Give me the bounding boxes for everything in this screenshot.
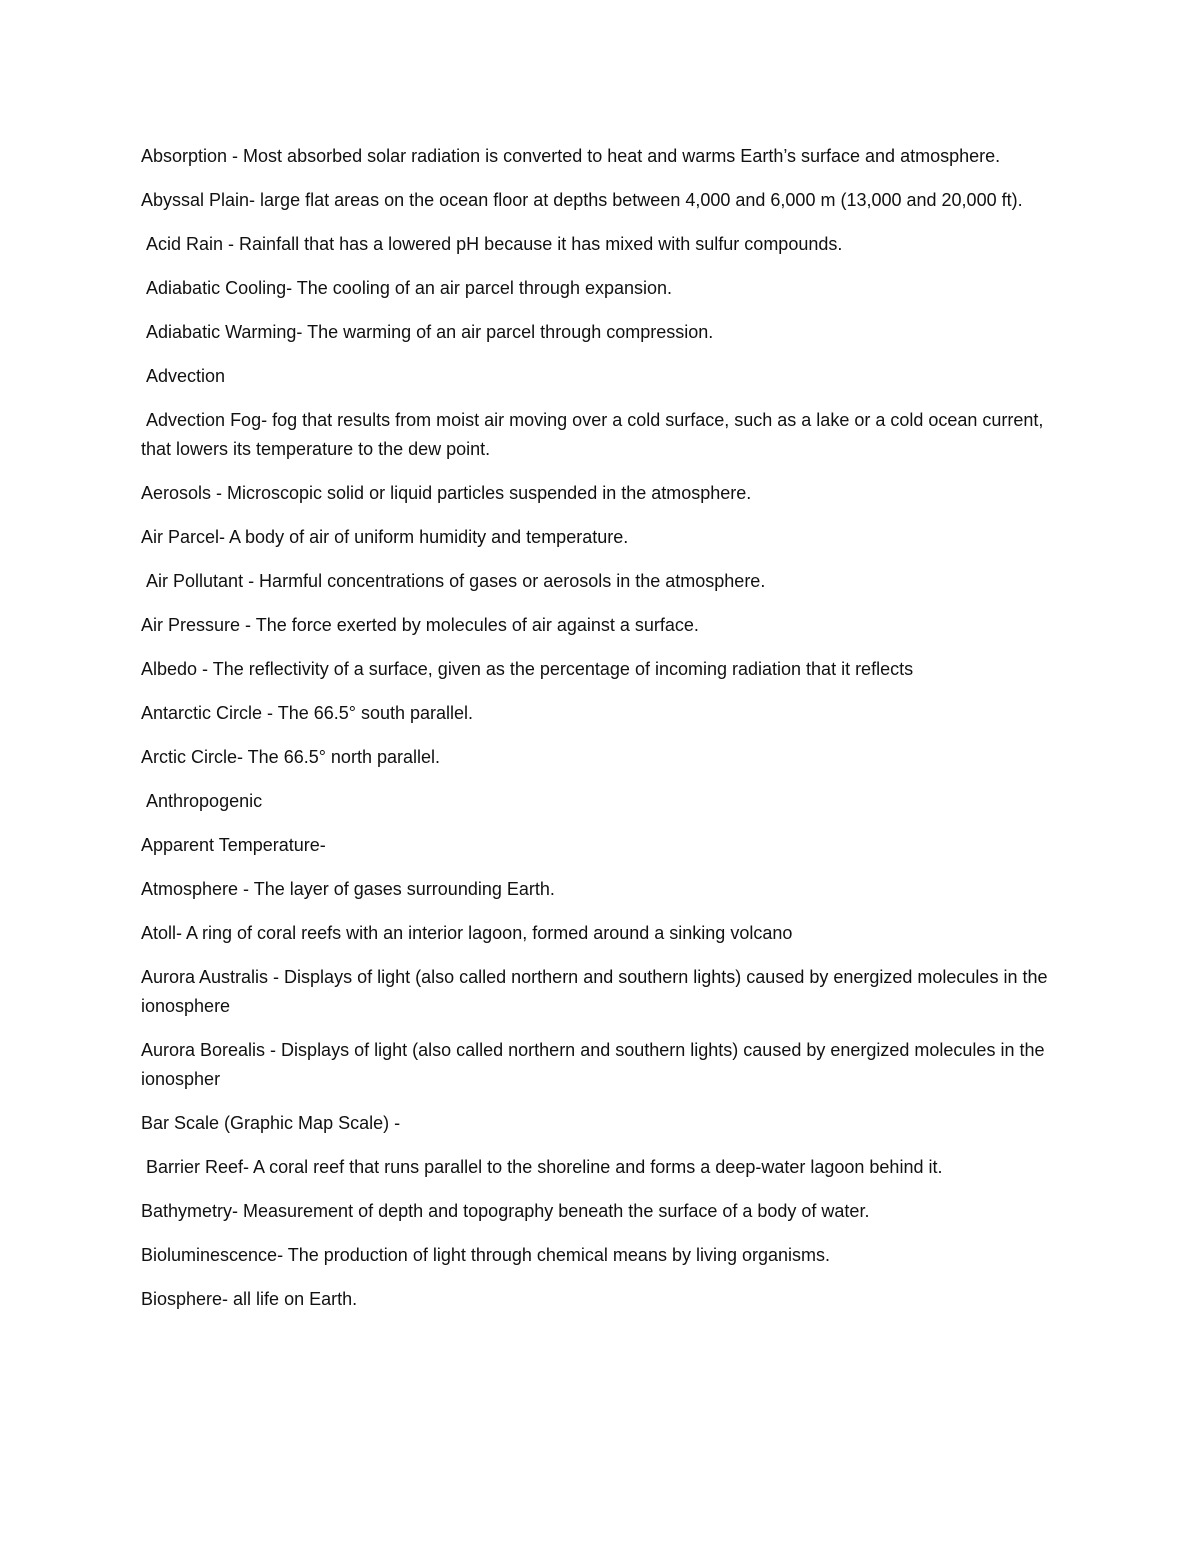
glossary-entry: Adiabatic Cooling- The cooling of an air parcel through expansion. [146, 278, 673, 298]
glossary-entry: Bioluminescence- The production of light through chemical means by living organisms. [141, 1245, 831, 1265]
glossary-entry: Atmosphere - The layer of gases surrounding Earth. [141, 879, 555, 899]
glossary-entry: Adiabatic Warming- The warming of an air parcel through compression. [146, 322, 714, 342]
glossary-entry: Aurora Borealis - Displays of light (also called northern and southern lights) caused by energized molecules in the ionospher [141, 1040, 1045, 1089]
glossary-entry: Absorption - Most absorbed solar radiation is converted to heat and warms Earth’s surface and atmosphere. [141, 146, 1001, 166]
glossary-entry: Air Pollutant - Harmful concentrations of gases or aerosols in the atmosphere. [146, 571, 766, 591]
glossary-entry: Barrier Reef- A coral reef that runs parallel to the shoreline and forms a deep-water lagoon behind it. [146, 1157, 943, 1177]
glossary-entry: Arctic Circle- The 66.5° north parallel. [141, 747, 440, 767]
glossary-entry: Albedo - The reflectivity of a surface, given as the percentage of incoming radiation that it reflects [141, 659, 914, 679]
glossary-entry: Abyssal Plain- large flat areas on the ocean floor at depths between 4,000 and 6,000 m (13,000 and 20,000 ft). [141, 190, 1023, 210]
glossary-entry: Air Parcel- A body of air of uniform humidity and temperature. [141, 527, 629, 547]
glossary-entry: Apparent Temperature- [141, 835, 326, 855]
glossary-entry: Bathymetry- Measurement of depth and topography beneath the surface of a body of water. [141, 1201, 870, 1221]
glossary-entry: Atoll- A ring of coral reefs with an interior lagoon, formed around a sinking volcano [141, 923, 793, 943]
glossary-entry: Antarctic Circle - The 66.5° south parallel. [141, 703, 474, 723]
glossary-entry: Acid Rain - Rainfall that has a lowered pH because it has mixed with sulfur compounds. [146, 234, 843, 254]
glossary-entry: Advection [146, 366, 226, 386]
glossary-entry: Air Pressure - The force exerted by molecules of air against a surface. [141, 615, 699, 635]
glossary-entry: Biosphere- all life on Earth. [141, 1289, 358, 1309]
glossary-entry: Advection Fog- fog that results from moist air moving over a cold surface, such as a lake or a cold ocean current, that lowers its temperature to the dew point. [141, 410, 1044, 459]
glossary-list [141, 142, 1061, 1329]
glossary-entry: Aerosols - Microscopic solid or liquid particles suspended in the atmosphere. [141, 483, 752, 503]
glossary-entry: Aurora Australis - Displays of light (also called northern and southern lights) caused by energized molecules in the ionosphere [141, 967, 1048, 1016]
glossary-entry: Bar Scale (Graphic Map Scale) - [141, 1113, 401, 1133]
glossary-entry: Anthropogenic [146, 791, 263, 811]
